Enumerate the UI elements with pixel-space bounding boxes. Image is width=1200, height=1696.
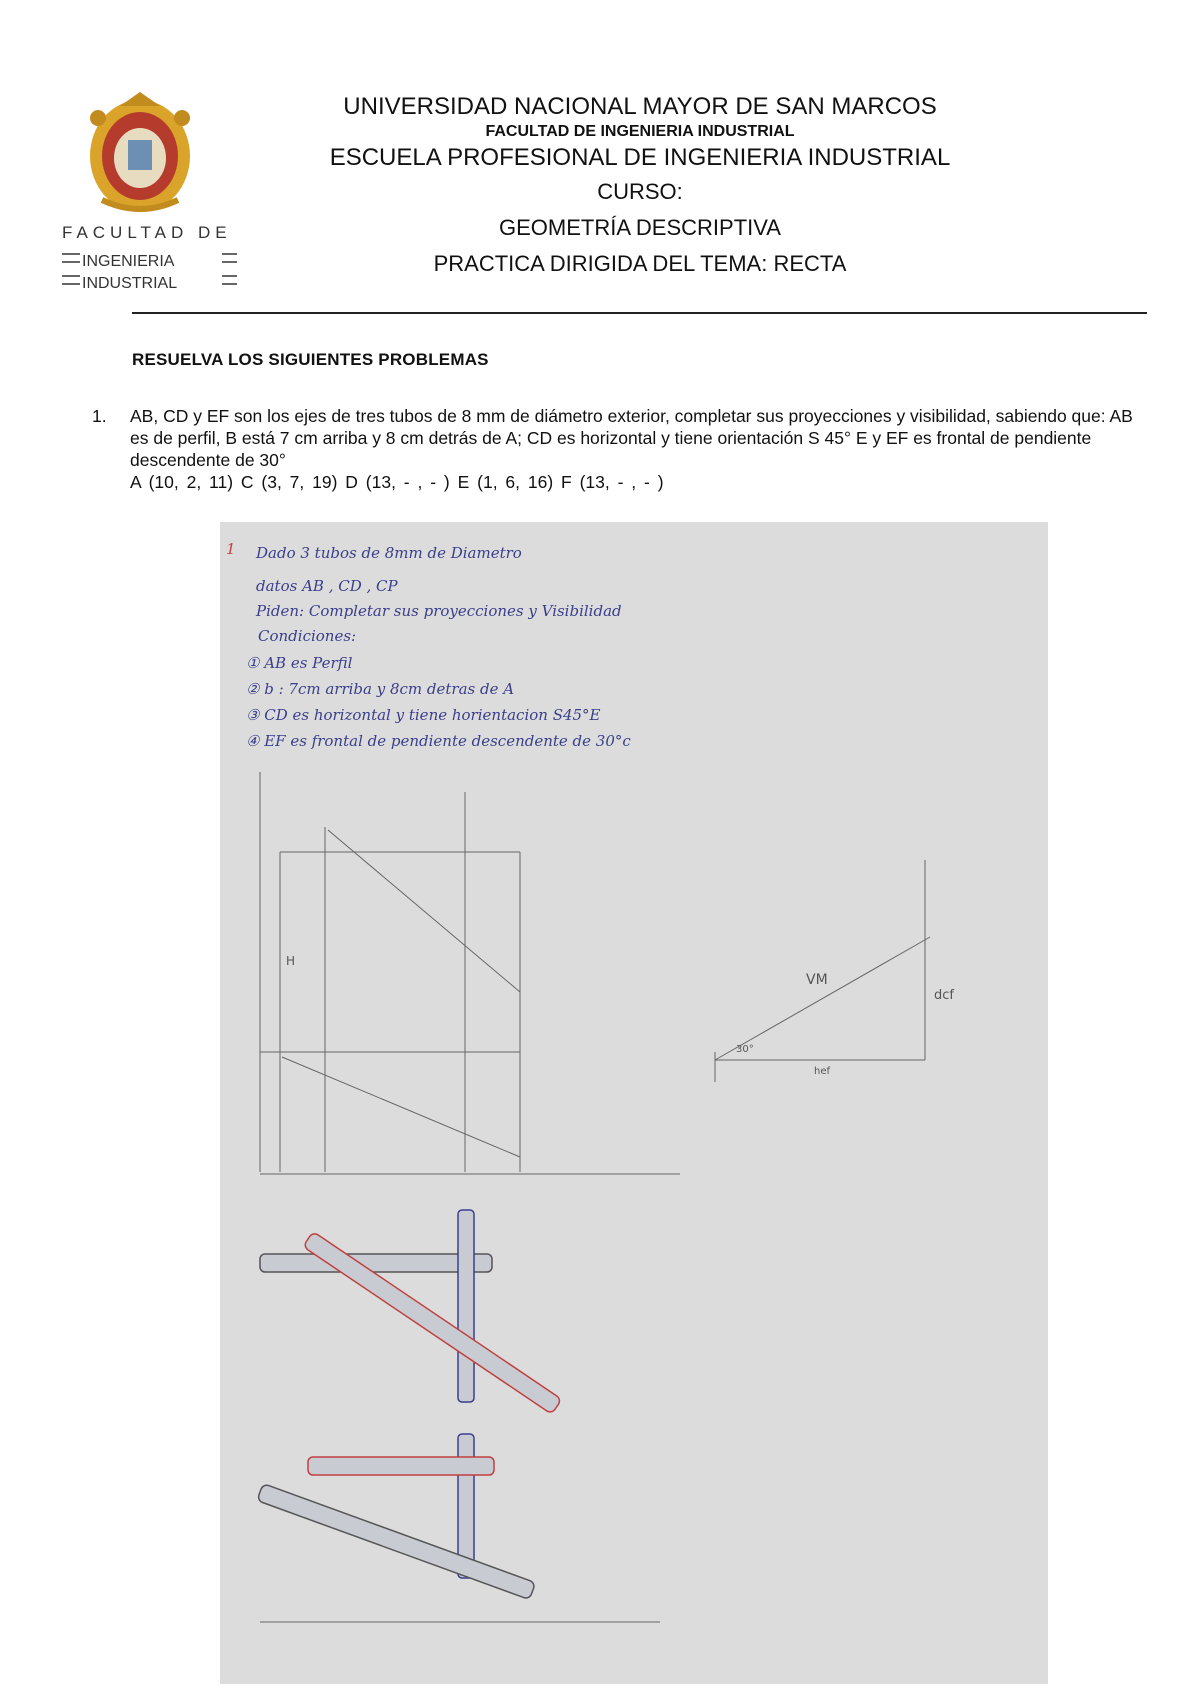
- hw-condition-1: ① AB es Perfil: [246, 654, 353, 672]
- label-h: H: [286, 954, 296, 968]
- faculty-logo: [62, 88, 242, 292]
- hw-line-4: Condiciones:: [258, 627, 357, 645]
- logo-faculty-text: FACULTAD DE: [62, 223, 232, 242]
- document-header: [280, 92, 1000, 282]
- problem-coordinates: A (10, 2, 11) C (3, 7, 19) D (13, - , - ) E (1, 6, 16) F (13, - , - ): [130, 472, 664, 492]
- hw-line-2: datos AB , CD , CP: [256, 577, 398, 595]
- hw-condition-3: ③ CD es horizontal y tiene horientacion S45°E: [246, 706, 601, 724]
- label-dcf: dcf: [934, 988, 954, 1003]
- school-name: ESCUELA PROFESIONAL DE INGENIERIA INDUSTRIAL: [329, 144, 951, 171]
- hw-circle-number: 1: [226, 540, 236, 558]
- practice-title: PRACTICA DIRIGIDA DEL TEMA: RECTA: [433, 251, 847, 276]
- wordmark-line1: INGENIERIA: [82, 253, 175, 270]
- header-divider: [132, 312, 1147, 314]
- course-label: CURSO:: [597, 179, 683, 204]
- university-name: UNIVERSIDAD NACIONAL MAYOR DE SAN MARCOS: [343, 93, 937, 120]
- problem-number: 1.: [92, 406, 107, 426]
- problem-1: [92, 405, 1152, 493]
- label-hef: hef: [814, 1066, 831, 1077]
- engineering-wordmark: [62, 248, 242, 296]
- university-seal-icon: [62, 88, 242, 218]
- hw-condition-2: ② b : 7cm arriba y 8cm detras de A: [246, 680, 515, 698]
- hw-condition-4: ④ EF es frontal de pendiente descendente de 30°c: [246, 732, 631, 750]
- problem-statement: AB, CD y EF son los ejes de tres tubos de 8 mm de diámetro exterior, completar sus proyecciones y visibilidad, sabiendo que: AB es de perfil, B está 7 cm arriba y 8 cm detrás de A; CD es horizontal y tiene orientación S 45° E y EF es frontal de pendiente descendente de 30°: [130, 406, 1133, 470]
- wordmark-line2: INDUSTRIAL: [82, 275, 178, 292]
- hw-line-1: Dado 3 tubos de 8mm de Diametro: [256, 544, 522, 562]
- hw-line-3: Piden: Completar sus proyecciones y Visibilidad: [256, 602, 622, 620]
- label-vm: VM: [806, 972, 828, 988]
- faculty-name: FACULTAD DE INGENIERIA INDUSTRIAL: [485, 123, 795, 140]
- solution-photo: [220, 522, 1048, 1684]
- instructions-heading: RESUELVA LOS SIGUIENTES PROBLEMAS: [132, 350, 489, 369]
- label-angle: 30°: [736, 1044, 754, 1055]
- course-name: GEOMETRÍA DESCRIPTIVA: [499, 215, 781, 240]
